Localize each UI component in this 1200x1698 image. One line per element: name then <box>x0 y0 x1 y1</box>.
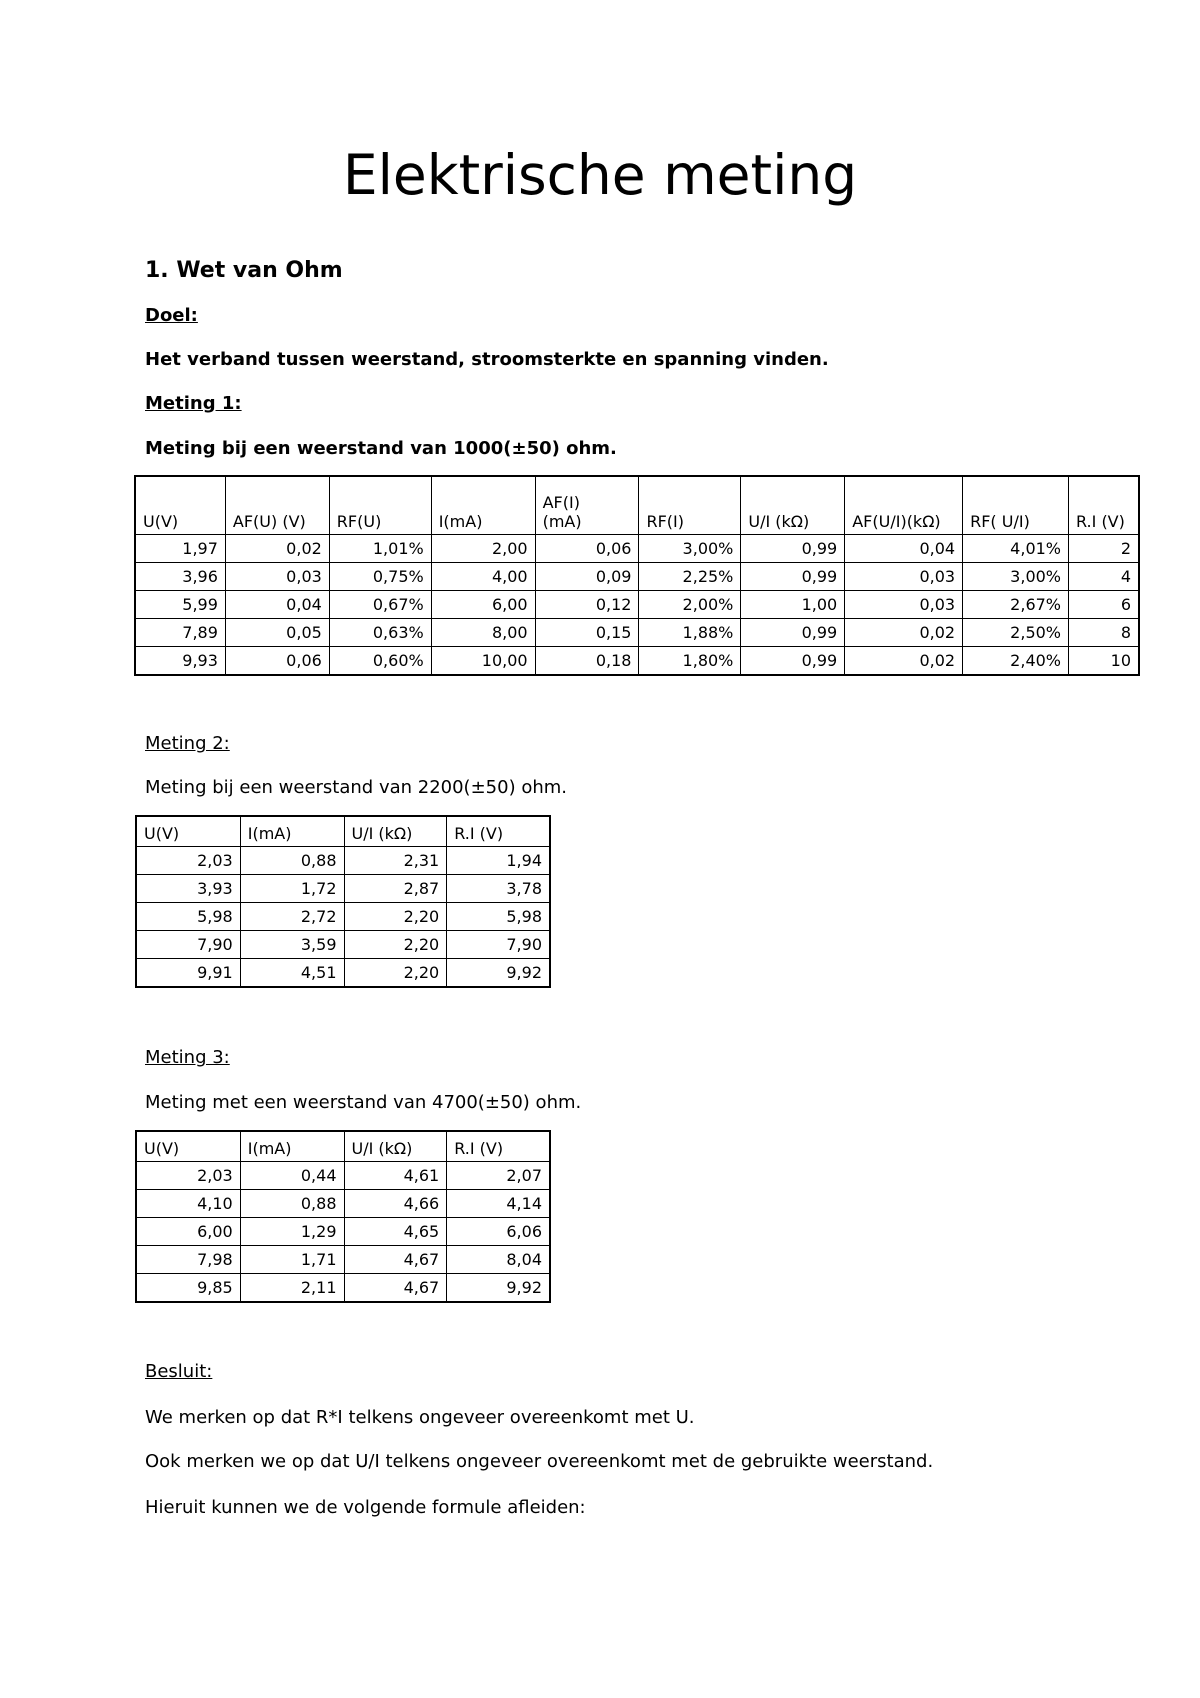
table-row <box>137 1274 550 1302</box>
table-cell: 0,99 <box>741 647 845 675</box>
doel-text: Het verband tussen weerstand, stroomsterkte en spanning vinden. <box>145 349 829 370</box>
table-cell: 4,51 <box>240 959 344 987</box>
table-cell: 0,88 <box>240 847 344 875</box>
table-cell: 1,00 <box>741 591 845 619</box>
table-cell: 0,99 <box>741 619 845 647</box>
table-cell: 0,03 <box>845 591 963 619</box>
table-cell: 4,61 <box>344 1162 447 1190</box>
column-header: RF(I) <box>639 477 741 535</box>
table-cell: 3,78 <box>447 875 550 903</box>
column-header: RF( U/I) <box>963 477 1069 535</box>
column-header: I(mA) <box>240 817 344 847</box>
column-header: I(mA) <box>240 1132 344 1162</box>
meting2-label: Meting 2: <box>145 733 230 754</box>
table-cell: 2,72 <box>240 903 344 931</box>
column-header: R.I (V) <box>1069 477 1139 535</box>
table-cell: 8,04 <box>447 1246 550 1274</box>
table-cell: 0,63% <box>329 619 431 647</box>
table-cell: 0,04 <box>225 591 329 619</box>
meting1-label: Meting 1: <box>145 393 242 414</box>
table-cell: 2,11 <box>240 1274 344 1302</box>
column-header: AF(U) (V) <box>225 477 329 535</box>
besluit-line-1: We merken op dat R*I telkens ongeveer overeenkomt met U. <box>145 1407 695 1428</box>
meting3-table <box>136 1131 550 1302</box>
table-cell: 6,00 <box>137 1218 241 1246</box>
table-row <box>137 1246 550 1274</box>
table-cell: 0,75% <box>329 563 431 591</box>
table-cell: 0,02 <box>225 535 329 563</box>
table-cell: 9,92 <box>447 959 550 987</box>
doel-label: Doel: <box>145 305 198 326</box>
table-cell: 7,98 <box>137 1246 241 1274</box>
table-cell: 3,00% <box>639 535 741 563</box>
table-cell: 2,00% <box>639 591 741 619</box>
table-cell: 1,71 <box>240 1246 344 1274</box>
table-cell: 3,93 <box>137 875 241 903</box>
table-cell: 0,12 <box>535 591 639 619</box>
table-cell: 8 <box>1069 619 1139 647</box>
table-cell: 4,65 <box>344 1218 447 1246</box>
besluit-line-2: Ook merken we op dat U/I telkens ongeveer overeenkomt met de gebruikte weerstand. <box>145 1451 934 1472</box>
table-cell: 5,98 <box>447 903 550 931</box>
table-cell: 2,20 <box>344 931 447 959</box>
table-cell: 1,01% <box>329 535 431 563</box>
table-cell: 2,31 <box>344 847 447 875</box>
column-header: RF(U) <box>329 477 431 535</box>
meting2-description: Meting bij een weerstand van 2200(±50) ohm. <box>145 777 567 798</box>
table-cell: 1,29 <box>240 1218 344 1246</box>
column-header: AF(I) (mA) <box>535 477 639 535</box>
column-header: U/I (kΩ) <box>344 817 447 847</box>
table-cell: 2,07 <box>447 1162 550 1190</box>
meting1-description: Meting bij een weerstand van 1000(±50) ohm. <box>145 438 617 459</box>
column-header: U/I (kΩ) <box>741 477 845 535</box>
table-cell: 3,96 <box>136 563 226 591</box>
table-header-row <box>136 477 1139 535</box>
table-cell: 9,93 <box>136 647 226 675</box>
table-cell: 1,72 <box>240 875 344 903</box>
table-row <box>137 1190 550 1218</box>
table-row <box>137 847 550 875</box>
table-cell: 0,60% <box>329 647 431 675</box>
table-row <box>137 875 550 903</box>
table-cell: 0,44 <box>240 1162 344 1190</box>
table-cell: 2,87 <box>344 875 447 903</box>
table-cell: 0,09 <box>535 563 639 591</box>
table-cell: 10,00 <box>431 647 535 675</box>
table-cell: 4,67 <box>344 1246 447 1274</box>
column-header: U(V) <box>136 477 226 535</box>
table-row <box>136 563 1139 591</box>
table-row <box>137 903 550 931</box>
table-cell: 0,06 <box>535 535 639 563</box>
table-cell: 6,00 <box>431 591 535 619</box>
table-cell: 3,59 <box>240 931 344 959</box>
table-cell: 0,67% <box>329 591 431 619</box>
table-row <box>137 1162 550 1190</box>
table-cell: 2 <box>1069 535 1139 563</box>
table-header-row <box>137 1132 550 1162</box>
table-cell: 5,98 <box>137 903 241 931</box>
table-cell: 2,03 <box>137 1162 241 1190</box>
table-cell: 6 <box>1069 591 1139 619</box>
table-cell: 0,03 <box>845 563 963 591</box>
table-row <box>136 619 1139 647</box>
column-header: R.I (V) <box>447 1132 550 1162</box>
table-cell: 1,97 <box>136 535 226 563</box>
table-row <box>136 591 1139 619</box>
table-cell: 0,04 <box>845 535 963 563</box>
table-cell: 4,10 <box>137 1190 241 1218</box>
meting3-label: Meting 3: <box>145 1047 230 1068</box>
page-title: Elektrische meting <box>342 143 858 207</box>
table-cell: 7,90 <box>447 931 550 959</box>
table-cell: 9,85 <box>137 1274 241 1302</box>
table-cell: 2,00 <box>431 535 535 563</box>
table-header-row <box>137 817 550 847</box>
table-cell: 7,89 <box>136 619 226 647</box>
table-cell: 4,14 <box>447 1190 550 1218</box>
meting2-table <box>136 816 550 987</box>
meting1-table <box>135 476 1139 675</box>
table-cell: 9,91 <box>137 959 241 987</box>
table-cell: 5,99 <box>136 591 226 619</box>
table-cell: 7,90 <box>137 931 241 959</box>
table-cell: 0,99 <box>741 563 845 591</box>
column-header: U/I (kΩ) <box>344 1132 447 1162</box>
column-header: AF(U/I)(kΩ) <box>845 477 963 535</box>
table-cell: 2,25% <box>639 563 741 591</box>
table-cell: 2,40% <box>963 647 1069 675</box>
table-cell: 1,88% <box>639 619 741 647</box>
table-cell: 2,67% <box>963 591 1069 619</box>
column-header: R.I (V) <box>447 817 550 847</box>
table-cell: 8,00 <box>431 619 535 647</box>
section-heading: 1. Wet van Ohm <box>145 258 343 283</box>
table-cell: 6,06 <box>447 1218 550 1246</box>
table-cell: 4,67 <box>344 1274 447 1302</box>
table-row <box>137 959 550 987</box>
table-cell: 0,03 <box>225 563 329 591</box>
table-row <box>136 535 1139 563</box>
meting3-description: Meting met een weerstand van 4700(±50) ohm. <box>145 1092 582 1113</box>
table-cell: 0,02 <box>845 619 963 647</box>
table-cell: 10 <box>1069 647 1139 675</box>
table-cell: 1,94 <box>447 847 550 875</box>
table-cell: 0,05 <box>225 619 329 647</box>
table-cell: 0,15 <box>535 619 639 647</box>
table-cell: 1,80% <box>639 647 741 675</box>
table-cell: 4,66 <box>344 1190 447 1218</box>
table-cell: 2,50% <box>963 619 1069 647</box>
table-cell: 4,01% <box>963 535 1069 563</box>
table-cell: 0,02 <box>845 647 963 675</box>
table-cell: 2,03 <box>137 847 241 875</box>
table-cell: 2,20 <box>344 959 447 987</box>
column-header: I(mA) <box>431 477 535 535</box>
table-cell: 0,06 <box>225 647 329 675</box>
table-cell: 4,00 <box>431 563 535 591</box>
column-header: U(V) <box>137 817 241 847</box>
table-cell: 0,99 <box>741 535 845 563</box>
table-cell: 0,88 <box>240 1190 344 1218</box>
besluit-line-3: Hieruit kunnen we de volgende formule afleiden: <box>145 1497 586 1518</box>
table-cell: 3,00% <box>963 563 1069 591</box>
table-cell: 4 <box>1069 563 1139 591</box>
table-row <box>137 1218 550 1246</box>
besluit-label: Besluit: <box>145 1361 213 1382</box>
table-row <box>136 647 1139 675</box>
table-row <box>137 931 550 959</box>
table-cell: 0,18 <box>535 647 639 675</box>
table-cell: 2,20 <box>344 903 447 931</box>
column-header: U(V) <box>137 1132 241 1162</box>
table-cell: 9,92 <box>447 1274 550 1302</box>
